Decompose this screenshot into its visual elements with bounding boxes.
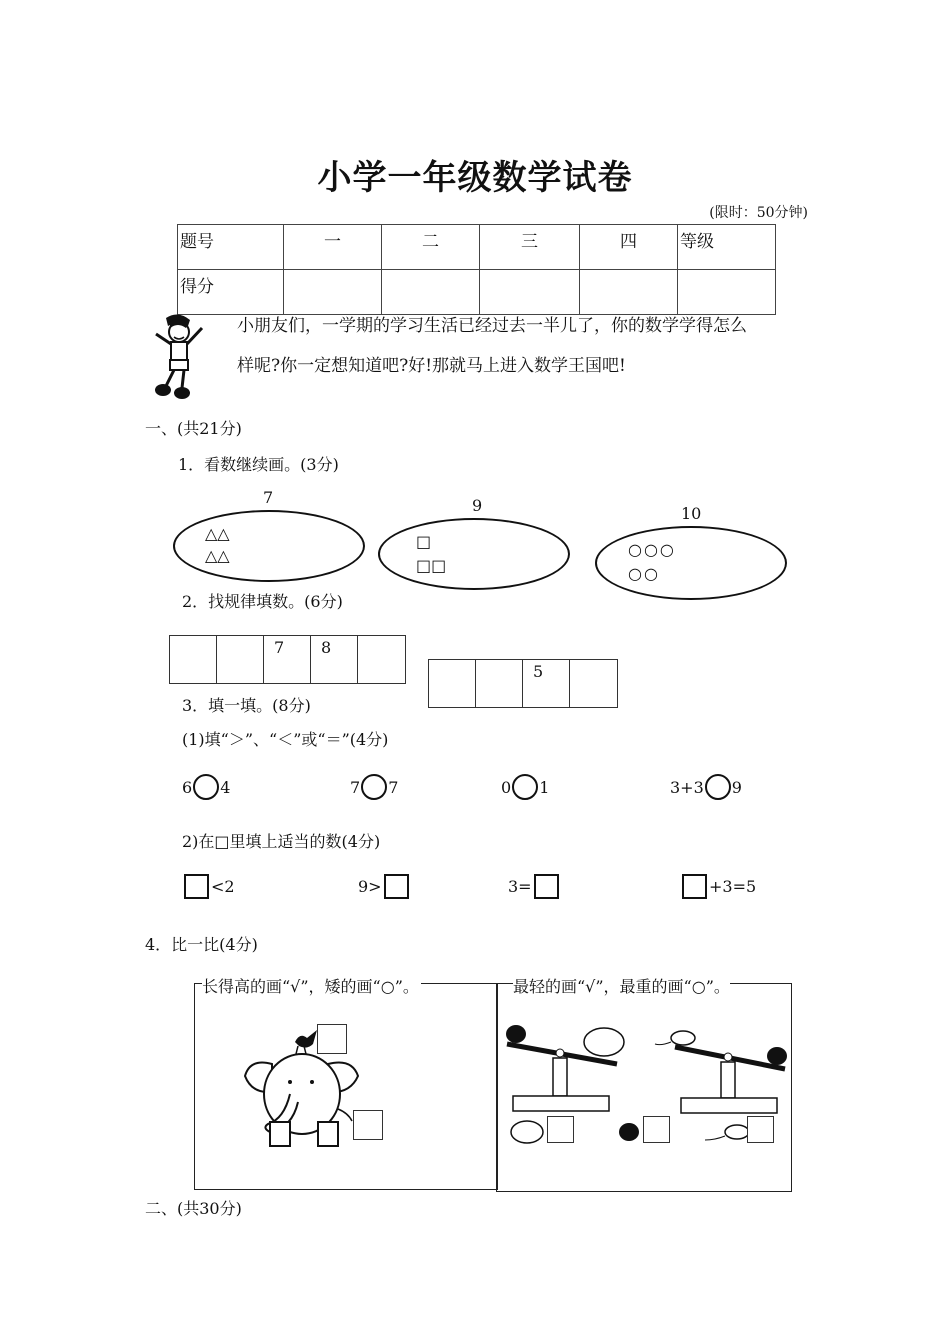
compare-left: 0 <box>501 777 512 797</box>
sequence-box[interactable]: 8 <box>311 636 358 683</box>
fill-after: <2 <box>211 877 235 896</box>
answer-circle[interactable] <box>705 774 731 800</box>
header-cell: 等级 <box>678 225 776 270</box>
compare-item <box>670 774 742 800</box>
time-limit: (限时：50分钟) <box>709 205 808 221</box>
q3-label: 3．填一填。(8分) <box>182 696 311 715</box>
answer-box[interactable] <box>184 874 209 899</box>
intro-line-2: 样呢?你一定想知道吧?好!那就马上进入数学王国吧! <box>237 356 626 376</box>
sequence-box[interactable]: 7 <box>264 636 311 683</box>
weight-compare-panel <box>496 983 792 1192</box>
oval-group-10 <box>595 504 787 604</box>
oval-number: 10 <box>681 504 702 523</box>
intro-text <box>237 306 817 386</box>
oval[interactable] <box>378 518 570 590</box>
q3-part1-label: (1)填“＞”、“＜”或“＝”(4分) <box>182 730 389 749</box>
header-cell: 四 <box>580 225 678 270</box>
q1-label: 1．看数继续画。(3分) <box>178 455 339 474</box>
compare-left: 7 <box>350 777 361 797</box>
oval[interactable] <box>173 510 365 582</box>
compare-right: 4 <box>220 777 231 797</box>
answer-box[interactable] <box>682 874 707 899</box>
shape-row: △△ <box>205 524 230 543</box>
shape-row: □□ <box>416 556 447 575</box>
compare-right: 9 <box>731 777 742 797</box>
row-label: 得分 <box>178 270 284 315</box>
fill-before: 9> <box>358 877 382 896</box>
compare-right: 1 <box>539 777 550 797</box>
answer-box[interactable] <box>384 874 409 899</box>
section1-heading: 一、(共21分) <box>145 419 242 438</box>
q4-label: 4．比一比(4分) <box>145 935 258 954</box>
oval[interactable] <box>595 526 787 600</box>
compare-item <box>501 774 549 800</box>
shape-row: ○○ <box>628 564 660 583</box>
answer-box-elephant[interactable] <box>353 1110 383 1140</box>
sequence-box[interactable] <box>570 660 617 707</box>
height-compare-instruction: 长得高的画“√”，矮的画“○”。 <box>202 974 421 997</box>
jumping-child-illustration <box>148 312 210 402</box>
compare-item <box>182 774 230 800</box>
header-cell: 三 <box>480 225 580 270</box>
answer-box-bird[interactable] <box>317 1024 347 1054</box>
weight-compare-instruction: 最轻的画“√”，最重的画“○”。 <box>513 974 730 997</box>
shape-row: □ <box>416 532 432 551</box>
height-compare-panel <box>194 983 498 1190</box>
answer-box[interactable] <box>534 874 559 899</box>
fill-before: 3= <box>508 877 532 896</box>
score-table-header-row <box>178 225 776 270</box>
answer-box-cat[interactable] <box>643 1116 670 1143</box>
sequence-box[interactable] <box>217 636 264 683</box>
intro-line-1: 小朋友们，一学期的学习生活已经过去一半儿了，你的数学学得怎么 <box>237 316 747 336</box>
compare-left: 3+3 <box>670 777 704 797</box>
compare-right: 7 <box>388 777 399 797</box>
oval-number: 9 <box>472 496 483 515</box>
sequence-row-2 <box>428 659 618 708</box>
oval-group-7 <box>173 488 365 588</box>
page-title: 小学一年级数学试卷 <box>317 158 633 198</box>
fill-item <box>358 874 411 899</box>
answer-box-elephant[interactable] <box>547 1116 574 1143</box>
q3-part2-label: 2)在□里填上适当的数(4分) <box>182 832 381 851</box>
sequence-box[interactable] <box>429 660 476 707</box>
q2-label: 2．找规律填数。(6分) <box>182 592 343 611</box>
header-cell: 一 <box>284 225 382 270</box>
oval-number: 7 <box>263 488 274 507</box>
sequence-box[interactable] <box>476 660 523 707</box>
score-table <box>177 224 776 315</box>
sequence-box[interactable]: 5 <box>523 660 570 707</box>
fill-item <box>508 874 561 899</box>
shape-row: △△ <box>205 546 230 565</box>
compare-item <box>350 774 398 800</box>
answer-circle[interactable] <box>361 774 387 800</box>
answer-box-mouse[interactable] <box>747 1116 774 1143</box>
section2-heading: 二、(共30分) <box>145 1199 242 1218</box>
sequence-box[interactable] <box>358 636 405 683</box>
compare-left: 6 <box>182 777 193 797</box>
fill-item <box>182 874 235 899</box>
header-cell: 题号 <box>178 225 284 270</box>
sequence-row-1 <box>169 635 406 684</box>
header-cell: 二 <box>382 225 480 270</box>
fill-after: +3=5 <box>709 877 757 896</box>
sequence-box[interactable] <box>170 636 217 683</box>
answer-circle[interactable] <box>512 774 538 800</box>
fill-item <box>680 874 756 899</box>
answer-circle[interactable] <box>193 774 219 800</box>
oval-group-9 <box>378 496 570 596</box>
shape-row: ○○○ <box>628 540 676 559</box>
